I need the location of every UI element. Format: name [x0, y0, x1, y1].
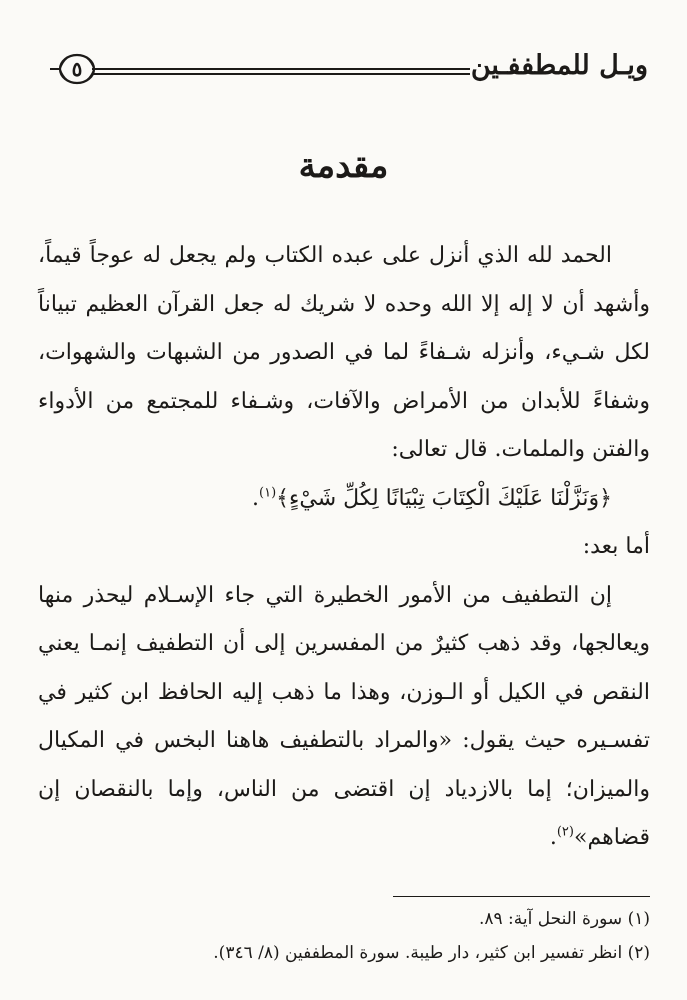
footnote-divider: [393, 896, 650, 897]
body-text: [38, 232, 650, 863]
paragraph-main: إن التطفيف من الأمور الخطيرة التي جاء الإسـلام ليحذر منها ويعالجها، وقد ذهب كثيرٌ من المفسرين إلى أن التطفيف إنمـا يعني النقص في الكيل أو الـوزن، وهذا ما ذهب إليه الحافظ ابن كثير في تفسـيره حيث يقول: «والمراد بالتطفيف هاهنا البخس في المكيال والميزان؛ إما بالازدياد إن اقتضى من الناس، وإما بالنقصان إن قضاهم»$^{(٢)}$.: [38, 582, 650, 850]
running-header: [30, 48, 648, 92]
footnotes: [38, 902, 650, 970]
header-rule: [92, 68, 470, 78]
page-number: ٥: [71, 57, 83, 81]
running-title: ويـل للمطففـين: [470, 50, 648, 81]
paragraph-intro: الحمد لله الذي أنزل على عبده الكتاب ولم يجعل له عوجاً قيماً، وأشهد أن لا إله إلا الله وحده لا شريك له جعل القرآن العظيم تبياناً لكل شـيء، وأنزله شـفاءً لما في الصدور من الشبهات والشهوات، وشفاءً للأبدان من الأمراض والآفات، وشـفاء للمجتمع من الأدواء والفتن والملمات. قال تعالى:: [38, 243, 650, 462]
footnote-2: (٢) انظر تفسير ابن كثير، دار طيبة. سورة المطففين (٨/ ٣٤٦).: [213, 943, 650, 963]
paragraph-amma-baad: أما بعد:: [582, 534, 650, 559]
quran-verse: ﴿وَنَزَّلْنَا عَلَيْكَ الْكِتَابَ تِبْيَانًا لِكُلِّ شَيْءٍ﴾$^{(١)}$.: [252, 485, 612, 511]
page-title: مقدمة: [298, 146, 389, 186]
footnote-ref-1[interactable]: (١): [259, 485, 277, 501]
footnote-1: (١) سورة النحل آية: ٨٩.: [478, 909, 650, 929]
footnote-ref-2[interactable]: (٢): [556, 824, 574, 840]
